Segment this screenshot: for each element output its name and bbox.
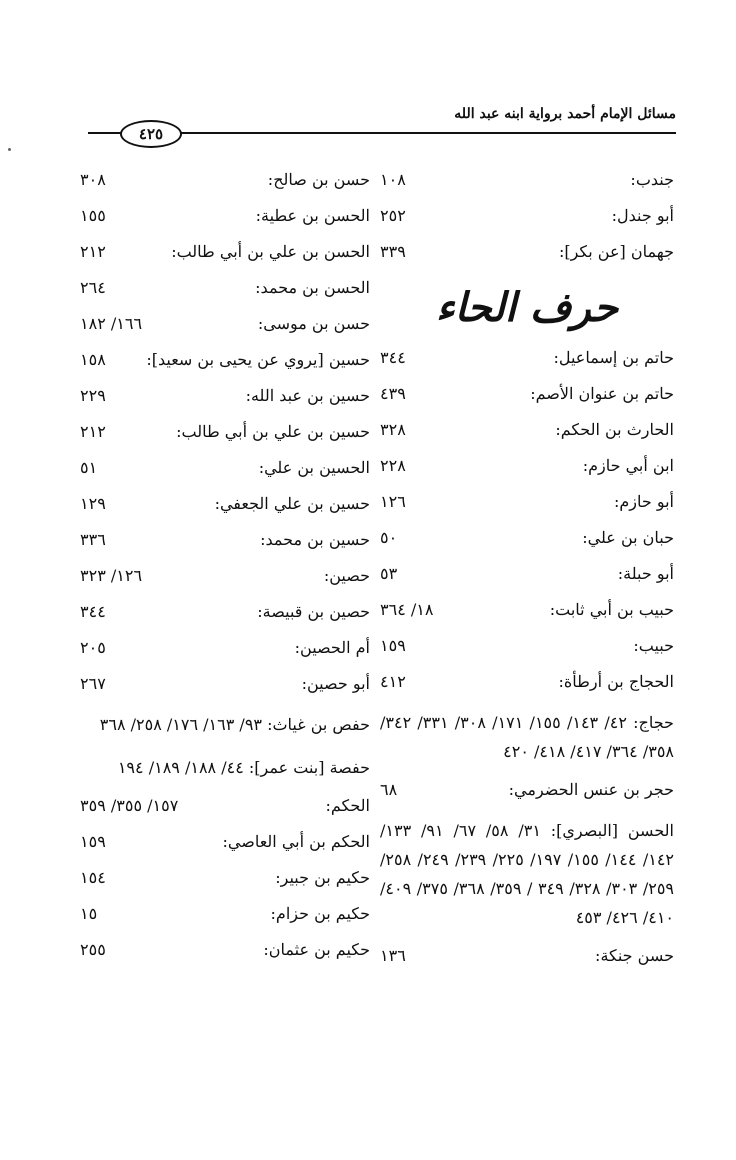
index-entry bbox=[380, 946, 674, 968]
entry-name: الحسن بن محمد: bbox=[255, 278, 370, 297]
index-column-left bbox=[80, 170, 370, 976]
entry-text: حفصة [بنت عمر]: ٤٤/ ١٨٨/ ١٨٩/ ١٩٤ bbox=[117, 758, 370, 777]
index-entry bbox=[80, 314, 370, 336]
entry-page-refs: ٥٣ bbox=[380, 564, 398, 583]
entry-name: حسن بن صالح: bbox=[267, 170, 370, 189]
entry-page-refs: ١٢٦/ ٣٢٣ bbox=[80, 566, 143, 585]
entry-name: ابن أبي حازم: bbox=[582, 456, 674, 475]
entry-text: حجاج: ٤٢/ ١٤٣/ ١٥٥/ ١٧١/ ٣٠٨/ ٣٣١/ ٣٤٢/ ٣٥٨/ ٣٦٤/ ٤١٧/ ٤١٨/ ٤٢٠ bbox=[380, 713, 674, 761]
index-entry bbox=[80, 386, 370, 408]
entry-page-refs: ١٨/ ٣٦٤ bbox=[380, 600, 434, 619]
index-entry bbox=[380, 170, 674, 192]
entry-name: حكيم بن جبير: bbox=[275, 868, 370, 887]
entry-page-refs: ٢١٢ bbox=[80, 422, 106, 441]
index-entry bbox=[80, 753, 370, 782]
entry-name: الحسن بن عطية: bbox=[255, 206, 370, 225]
entry-name: حبيب: bbox=[633, 636, 674, 655]
entry-name: الحارث بن الحكم: bbox=[555, 420, 674, 439]
entry-page-refs: ٣٢٨ bbox=[380, 420, 406, 439]
entry-name: حبان بن علي: bbox=[582, 528, 674, 547]
index-entry bbox=[380, 636, 674, 658]
index-entry bbox=[80, 710, 370, 739]
entry-name: حسين [يروي عن يحيى بن سعيد]: bbox=[146, 350, 370, 369]
entry-page-refs: ١٥٥ bbox=[80, 206, 106, 225]
page-number: ٤٢٥ bbox=[120, 120, 182, 148]
index-entry bbox=[380, 708, 674, 766]
index-entry bbox=[80, 458, 370, 480]
index-entry bbox=[80, 242, 370, 264]
entry-name: حكيم بن عثمان: bbox=[263, 940, 370, 959]
entry-page-refs: ٤٣٩ bbox=[380, 384, 406, 403]
entry-page-refs: ١٥٧/ ٣٥٥/ ٣٥٩ bbox=[80, 796, 179, 815]
index-entry bbox=[80, 566, 370, 588]
index-entry bbox=[80, 674, 370, 696]
index-entry bbox=[380, 456, 674, 478]
entry-name: الحجاج بن أرطأة: bbox=[558, 672, 674, 691]
entry-name: حسن جنكة: bbox=[595, 946, 674, 965]
index-entry bbox=[80, 422, 370, 444]
entry-page-refs: ٢٥٢ bbox=[380, 206, 406, 225]
entry-name: الحسين بن علي: bbox=[258, 458, 370, 477]
index-entry bbox=[380, 242, 674, 264]
index-entry bbox=[80, 940, 370, 962]
entry-name: حسين بن علي الجعفي: bbox=[214, 494, 370, 513]
entry-name: حاتم بن عنوان الأصم: bbox=[530, 384, 674, 403]
entry-page-refs: ١٥٩ bbox=[80, 832, 106, 851]
entry-name: أبو جندل: bbox=[611, 206, 674, 225]
index-entry bbox=[80, 796, 370, 818]
index-entry bbox=[80, 170, 370, 192]
index-entry bbox=[80, 602, 370, 624]
entry-page-refs: ٣٠٨ bbox=[80, 170, 106, 189]
entry-name: حسين بن محمد: bbox=[260, 530, 370, 549]
index-entry bbox=[80, 904, 370, 926]
entry-page-refs: ١٥٨ bbox=[80, 350, 106, 369]
index-entry bbox=[80, 494, 370, 516]
entry-page-refs: ٣٣٦ bbox=[80, 530, 106, 549]
entry-name: حكيم بن حزام: bbox=[270, 904, 370, 923]
index-entry bbox=[380, 206, 674, 228]
entry-page-refs: ٥١ bbox=[80, 458, 98, 477]
entry-page-refs: ١٢٦ bbox=[380, 492, 406, 511]
entry-page-refs: ٦٨ bbox=[380, 780, 398, 799]
entry-page-refs: ٢٠٥ bbox=[80, 638, 106, 657]
index-entry bbox=[80, 206, 370, 228]
entry-name: جهمان [عن بكر]: bbox=[558, 242, 674, 261]
entry-page-refs: ١٥٤ bbox=[80, 868, 106, 887]
index-entry bbox=[380, 492, 674, 514]
index-entry bbox=[380, 816, 674, 932]
entry-name: الحسن بن علي بن أبي طالب: bbox=[171, 242, 370, 261]
entry-page-refs: ٣٣٩ bbox=[380, 242, 406, 261]
index-entry bbox=[380, 528, 674, 550]
index-entry bbox=[80, 832, 370, 854]
entry-name: جندب: bbox=[630, 170, 674, 189]
entry-name: حصين بن قبيصة: bbox=[257, 602, 370, 621]
index-entry bbox=[80, 350, 370, 372]
entry-name: حسين بن علي بن أبي طالب: bbox=[176, 422, 370, 441]
entry-name: أم الحصين: bbox=[294, 638, 370, 657]
entry-page-refs: ٣٤٤ bbox=[380, 348, 406, 367]
running-header-title: مسائل الإمام أحمد برواية ابنه عبد الله bbox=[454, 106, 676, 122]
entry-page-refs: ١٢٩ bbox=[80, 494, 106, 513]
index-entry bbox=[380, 348, 674, 370]
entry-page-refs: ٥٠ bbox=[380, 528, 398, 547]
entry-name: حسن بن موسى: bbox=[257, 314, 370, 333]
entry-name: أبو حبلة: bbox=[617, 564, 674, 583]
index-entry bbox=[80, 530, 370, 552]
entry-name: أبو حازم: bbox=[613, 492, 674, 511]
entry-text: الحسن [البصري]: ٣١/ ٥٨/ ٦٧/ ٩١/ ١٣٣/ ١٤٢/ ١٤٤/ ١٥٥/ ١٩٧/ ٢٢٥/ ٢٣٩/ ٢٤٩/ ٢٥٨/ ٢٥٩/ ٣٠٣/ ٣٢٨/ ٣٤٩ / ٣٥٩/ ٣٦٨/ ٣٧٥/ ٤٠٩/ ٤١٠/ ٤٢٦/ ٤٥٣ bbox=[380, 821, 674, 927]
entry-page-refs: ١٣٦ bbox=[380, 946, 406, 965]
entry-page-refs: ١٥٩ bbox=[380, 636, 406, 655]
entry-name: حبيب بن أبي ثابت: bbox=[549, 600, 674, 619]
entry-page-refs: ٤١٢ bbox=[380, 672, 406, 691]
entry-page-refs: ١٥ bbox=[80, 904, 98, 923]
entry-name: الحكم: bbox=[325, 796, 370, 815]
index-entry bbox=[80, 638, 370, 660]
scan-speck bbox=[8, 148, 11, 151]
entry-text: حفص بن غياث: ٩٣/ ١٦٣/ ١٧٦/ ٢٥٨/ ٣٦٨ bbox=[99, 715, 370, 734]
entry-page-refs: ٣٤٤ bbox=[80, 602, 106, 621]
entry-page-refs: ٢٢٨ bbox=[380, 456, 406, 475]
index-entry bbox=[380, 600, 674, 622]
entry-name: أبو حصين: bbox=[301, 674, 370, 693]
index-entry bbox=[380, 564, 674, 586]
index-entry bbox=[80, 868, 370, 890]
index-entry bbox=[380, 384, 674, 406]
entry-page-refs: ٢٢٩ bbox=[80, 386, 106, 405]
entry-name: حجر بن عنس الحضرمي: bbox=[508, 780, 674, 799]
entry-name: حسين بن عبد الله: bbox=[245, 386, 370, 405]
entry-name: الحكم بن أبي العاصي: bbox=[222, 832, 370, 851]
index-entry bbox=[380, 780, 674, 802]
entry-page-refs: ٢٥٥ bbox=[80, 940, 106, 959]
entry-page-refs: ١٦٦/ ١٨٢ bbox=[80, 314, 143, 333]
section-heading: حرف الحاء bbox=[435, 284, 619, 331]
entry-page-refs: ١٠٨ bbox=[380, 170, 406, 189]
index-entry bbox=[380, 420, 674, 442]
entry-page-refs: ٢١٢ bbox=[80, 242, 106, 261]
index-entry bbox=[80, 278, 370, 300]
entry-name: حاتم بن إسماعيل: bbox=[553, 348, 674, 367]
index-column-right bbox=[380, 170, 674, 982]
entry-page-refs: ٢٦٧ bbox=[80, 674, 106, 693]
entry-name: حصين: bbox=[323, 566, 370, 585]
entry-page-refs: ٢٦٤ bbox=[80, 278, 106, 297]
index-entry bbox=[380, 672, 674, 694]
